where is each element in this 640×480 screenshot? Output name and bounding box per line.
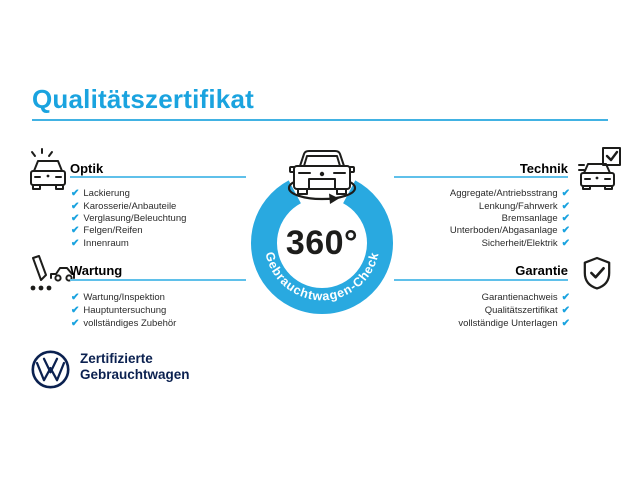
brand-tagline xyxy=(80,351,190,383)
list-item xyxy=(482,237,570,249)
section-heading-technik: Technik xyxy=(519,161,568,176)
list-item-label: Garantienachweis xyxy=(481,291,558,303)
section-heading-optik: Optik xyxy=(70,161,104,176)
check-icon: ✔ xyxy=(561,200,570,212)
list-item-label: Karosserie/Anbauteile xyxy=(83,200,177,212)
list-item-label: Hauptuntersuchung xyxy=(83,304,167,316)
list-item xyxy=(485,304,570,316)
list-item-label: Sicherheit/Elektrik xyxy=(481,237,558,249)
list-item-label: Felgen/Reifen xyxy=(83,224,143,236)
ring-label: Gebrauchtwagen-Check xyxy=(262,250,382,304)
list-item-label: Bremsanlage xyxy=(501,212,558,224)
check-icon: ✔ xyxy=(561,237,570,249)
check-icon: ✔ xyxy=(561,224,570,236)
list-item-label: Aggregate/Antriebsstrang xyxy=(449,187,558,199)
degree-label: 360° xyxy=(285,224,359,262)
list-item xyxy=(450,224,570,236)
check-icon: ✔ xyxy=(71,237,80,249)
list-item-label: Verglasung/Beleuchtung xyxy=(83,212,187,224)
check-icon: ✔ xyxy=(71,317,80,329)
list-item-label: vollständige Unterlagen xyxy=(458,317,558,329)
car-checkbox-icon xyxy=(578,146,622,190)
car-rotation-icon xyxy=(289,151,355,204)
list-item xyxy=(71,317,176,329)
list-item xyxy=(450,187,570,199)
list-item xyxy=(71,291,165,303)
list-item xyxy=(71,304,166,316)
check-icon: ✔ xyxy=(71,200,80,212)
list-item xyxy=(71,200,176,212)
brand-tagline-line2: Gebrauchtwagen xyxy=(80,367,190,382)
check-icon: ✔ xyxy=(561,317,570,329)
list-item xyxy=(482,291,570,303)
list-item-label: Lackierung xyxy=(83,187,130,199)
section-divider-technik xyxy=(394,176,568,178)
section-heading-wartung: Wartung xyxy=(70,263,123,278)
vw-logo xyxy=(30,349,71,390)
list-item-label: Unterboden/Abgasanlage xyxy=(449,224,558,236)
list-item-label: Qualitätszertifikat xyxy=(484,304,558,316)
check-icon: ✔ xyxy=(561,212,570,224)
shield-check-icon xyxy=(582,256,612,290)
check-icon: ✔ xyxy=(561,187,570,199)
check-icon: ✔ xyxy=(71,212,80,224)
brand-tagline-line1: Zertifizierte xyxy=(80,351,153,366)
list-item-label: Innenraum xyxy=(83,237,129,249)
list-item-label: vollständiges Zubehör xyxy=(83,317,177,329)
check-icon: ✔ xyxy=(561,291,570,303)
list-item xyxy=(71,224,143,236)
section-divider-optik xyxy=(70,176,246,178)
check-icon: ✔ xyxy=(71,304,80,316)
list-item xyxy=(71,212,186,224)
list-item-label: Wartung/Inspektion xyxy=(83,291,165,303)
car-shine-icon xyxy=(28,147,68,193)
section-heading-garantie: Garantie xyxy=(515,263,568,278)
pencil-car-icon xyxy=(27,255,75,293)
list-item xyxy=(458,317,570,329)
section-divider-garantie xyxy=(394,279,568,281)
check-icon: ✔ xyxy=(71,224,80,236)
check-icon: ✔ xyxy=(71,187,80,199)
page-title: Qualitätszertifikat xyxy=(32,84,254,114)
list-item-label: Lenkung/Fahrwerk xyxy=(478,200,558,212)
check-icon: ✔ xyxy=(561,304,570,316)
list-item xyxy=(479,200,570,212)
title-divider xyxy=(32,119,608,121)
list-item xyxy=(71,187,130,199)
section-divider-wartung xyxy=(70,279,246,281)
list-item xyxy=(71,237,129,249)
list-item xyxy=(502,212,570,224)
check-icon: ✔ xyxy=(71,291,80,303)
